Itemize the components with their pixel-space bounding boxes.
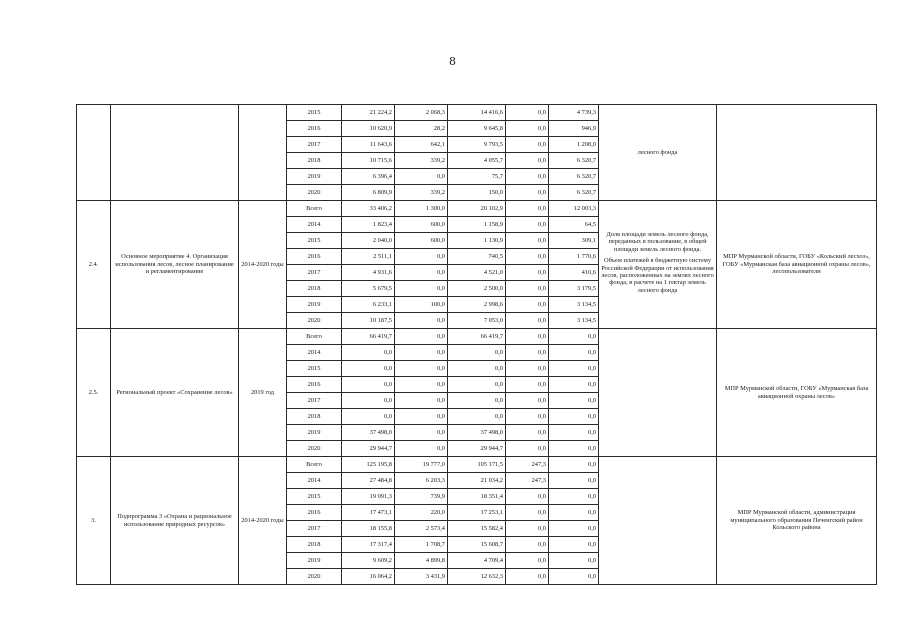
year-cell: 2016 bbox=[287, 505, 342, 521]
federal-budget-cell: 0,0 bbox=[395, 409, 448, 425]
total-cell: 1 823,4 bbox=[342, 217, 395, 233]
total-cell: 125 195,8 bbox=[342, 457, 395, 473]
total-cell: 66 419,7 bbox=[342, 329, 395, 345]
federal-budget-cell: 339,2 bbox=[395, 153, 448, 169]
table-row bbox=[77, 201, 877, 217]
indicator-cell bbox=[599, 201, 717, 329]
regional-budget-cell: 0,0 bbox=[448, 361, 506, 377]
regional-budget-cell: 1 130,9 bbox=[448, 233, 506, 249]
regional-budget-cell: 15 608,7 bbox=[448, 537, 506, 553]
regional-budget-cell: 2 998,6 bbox=[448, 297, 506, 313]
year-cell: 2016 bbox=[287, 121, 342, 137]
year-cell: 2018 bbox=[287, 409, 342, 425]
municipal-budget-cell: 0,0 bbox=[506, 377, 549, 393]
federal-budget-cell: 600,0 bbox=[395, 233, 448, 249]
municipal-budget-cell: 0,0 bbox=[506, 217, 549, 233]
total-cell: 10 620,9 bbox=[342, 121, 395, 137]
other-sources-cell: 0,0 bbox=[549, 345, 599, 361]
other-sources-cell: 3 134,5 bbox=[549, 313, 599, 329]
federal-budget-cell: 0,0 bbox=[395, 441, 448, 457]
total-cell: 11 643,6 bbox=[342, 137, 395, 153]
activity-name-cell: Основное мероприятие 4. Организация использования лесов, лесное планирование и регламентирование bbox=[111, 201, 239, 329]
municipal-budget-cell: 0,0 bbox=[506, 169, 549, 185]
other-sources-cell: 946,9 bbox=[549, 121, 599, 137]
year-cell: 2017 bbox=[287, 521, 342, 537]
regional-budget-cell: 12 632,3 bbox=[448, 569, 506, 585]
other-sources-cell: 0,0 bbox=[549, 377, 599, 393]
total-cell: 9 609,2 bbox=[342, 553, 395, 569]
regional-budget-cell: 15 582,4 bbox=[448, 521, 506, 537]
total-cell: 0,0 bbox=[342, 361, 395, 377]
federal-budget-cell: 0,0 bbox=[395, 281, 448, 297]
other-sources-cell: 0,0 bbox=[549, 553, 599, 569]
total-cell: 17 473,1 bbox=[342, 505, 395, 521]
other-sources-cell: 309,1 bbox=[549, 233, 599, 249]
other-sources-cell: 6 320,7 bbox=[549, 153, 599, 169]
municipal-budget-cell: 0,0 bbox=[506, 249, 549, 265]
federal-budget-cell: 339,2 bbox=[395, 185, 448, 201]
regional-budget-cell: 75,7 bbox=[448, 169, 506, 185]
federal-budget-cell: 0,0 bbox=[395, 329, 448, 345]
year-cell: 2018 bbox=[287, 537, 342, 553]
executors-cell: МПР Мурманской области, ГОБУ «Мурманская база авиационной охраны лесов» bbox=[717, 329, 877, 457]
municipal-budget-cell: 0,0 bbox=[506, 361, 549, 377]
year-cell: 2019 bbox=[287, 553, 342, 569]
other-sources-cell: 0,0 bbox=[549, 329, 599, 345]
total-cell: 6 396,4 bbox=[342, 169, 395, 185]
total-cell: 27 484,8 bbox=[342, 473, 395, 489]
regional-budget-cell: 20 102,9 bbox=[448, 201, 506, 217]
other-sources-cell: 3 134,5 bbox=[549, 297, 599, 313]
index-cell: 3. bbox=[77, 457, 111, 585]
regional-budget-cell: 9 793,5 bbox=[448, 137, 506, 153]
other-sources-cell: 4 739,3 bbox=[549, 105, 599, 121]
table-row bbox=[77, 457, 877, 473]
year-cell: 2017 bbox=[287, 393, 342, 409]
regional-budget-cell: 0,0 bbox=[448, 409, 506, 425]
municipal-budget-cell: 247,3 bbox=[506, 457, 549, 473]
federal-budget-cell: 19 777,0 bbox=[395, 457, 448, 473]
federal-budget-cell: 3 431,9 bbox=[395, 569, 448, 585]
other-sources-cell: 0,0 bbox=[549, 409, 599, 425]
other-sources-cell: 0,0 bbox=[549, 393, 599, 409]
indicator-cell: лесного фонда bbox=[599, 105, 717, 201]
other-sources-cell: 1 208,0 bbox=[549, 137, 599, 153]
federal-budget-cell: 600,0 bbox=[395, 217, 448, 233]
regional-budget-cell: 4 709,4 bbox=[448, 553, 506, 569]
total-cell: 6 233,1 bbox=[342, 297, 395, 313]
page-number: 8 bbox=[449, 55, 456, 68]
year-cell: 2020 bbox=[287, 569, 342, 585]
total-cell: 10 187,5 bbox=[342, 313, 395, 329]
municipal-budget-cell: 0,0 bbox=[506, 345, 549, 361]
regional-budget-cell: 37 498,0 bbox=[448, 425, 506, 441]
federal-budget-cell: 1 300,0 bbox=[395, 201, 448, 217]
federal-budget-cell: 0,0 bbox=[395, 425, 448, 441]
municipal-budget-cell: 0,0 bbox=[506, 393, 549, 409]
total-cell: 2 511,1 bbox=[342, 249, 395, 265]
year-cell: 2019 bbox=[287, 425, 342, 441]
municipal-budget-cell: 0,0 bbox=[506, 409, 549, 425]
regional-budget-cell: 9 645,8 bbox=[448, 121, 506, 137]
total-cell: 17 317,4 bbox=[342, 537, 395, 553]
year-cell: 2017 bbox=[287, 265, 342, 281]
regional-budget-cell: 66 419,7 bbox=[448, 329, 506, 345]
other-sources-cell: 0,0 bbox=[549, 569, 599, 585]
federal-budget-cell: 0,0 bbox=[395, 313, 448, 329]
period-cell: 2014-2020 годы bbox=[239, 201, 287, 329]
municipal-budget-cell: 0,0 bbox=[506, 185, 549, 201]
total-cell: 2 040,0 bbox=[342, 233, 395, 249]
federal-budget-cell: 739,9 bbox=[395, 489, 448, 505]
federal-budget-cell: 1 708,7 bbox=[395, 537, 448, 553]
regional-budget-cell: 21 034,2 bbox=[448, 473, 506, 489]
year-cell: 2017 bbox=[287, 137, 342, 153]
municipal-budget-cell: 0,0 bbox=[506, 137, 549, 153]
total-cell: 6 809,9 bbox=[342, 185, 395, 201]
year-cell: 2015 bbox=[287, 361, 342, 377]
municipal-budget-cell: 0,0 bbox=[506, 265, 549, 281]
total-cell: 0,0 bbox=[342, 409, 395, 425]
year-cell: 2020 bbox=[287, 441, 342, 457]
municipal-budget-cell: 0,0 bbox=[506, 313, 549, 329]
year-cell: 2015 bbox=[287, 489, 342, 505]
total-cell: 21 224,2 bbox=[342, 105, 395, 121]
municipal-budget-cell: 0,0 bbox=[506, 233, 549, 249]
executors-cell: МПР Мурманской области, ГОБУ «Кольский лесхоз», ГОБУ «Мурманская база авиационной охраны лесов», лесопользователи bbox=[717, 201, 877, 329]
executors-cell bbox=[717, 105, 877, 201]
indicator-text: Объем платежей в бюджетную систему Российской Федерации от использования лесов, расположенных на землях лесного фонда, в расчете на 1 гектар земель лесного фонда bbox=[601, 257, 714, 294]
total-cell: 16 064,2 bbox=[342, 569, 395, 585]
activity-name-cell: Региональный проект «Сохранение лесов» bbox=[111, 329, 239, 457]
regional-budget-cell: 0,0 bbox=[448, 393, 506, 409]
municipal-budget-cell: 0,0 bbox=[506, 121, 549, 137]
federal-budget-cell: 4 899,8 bbox=[395, 553, 448, 569]
municipal-budget-cell: 0,0 bbox=[506, 441, 549, 457]
other-sources-cell: 6 320,7 bbox=[549, 185, 599, 201]
federal-budget-cell: 2 573,4 bbox=[395, 521, 448, 537]
federal-budget-cell: 100,0 bbox=[395, 297, 448, 313]
year-cell: 2019 bbox=[287, 297, 342, 313]
activity-name-cell: Подпрограмма 3 «Охрана и рациональное использование природных ресурсов» bbox=[111, 457, 239, 585]
other-sources-cell: 64,5 bbox=[549, 217, 599, 233]
municipal-budget-cell: 247,3 bbox=[506, 473, 549, 489]
municipal-budget-cell: 0,0 bbox=[506, 329, 549, 345]
regional-budget-cell: 1 158,9 bbox=[448, 217, 506, 233]
total-cell: 4 931,6 bbox=[342, 265, 395, 281]
period-cell: 2014-2020 годы bbox=[239, 457, 287, 585]
year-cell: 2015 bbox=[287, 233, 342, 249]
total-cell: 29 944,7 bbox=[342, 441, 395, 457]
program-funding-table bbox=[76, 104, 877, 585]
total-cell: 0,0 bbox=[342, 377, 395, 393]
municipal-budget-cell: 0,0 bbox=[506, 569, 549, 585]
municipal-budget-cell: 0,0 bbox=[506, 489, 549, 505]
total-cell: 19 091,3 bbox=[342, 489, 395, 505]
total-cell: 18 155,8 bbox=[342, 521, 395, 537]
federal-budget-cell: 0,0 bbox=[395, 345, 448, 361]
total-cell: 5 679,5 bbox=[342, 281, 395, 297]
year-cell: 2018 bbox=[287, 281, 342, 297]
total-cell: 0,0 bbox=[342, 393, 395, 409]
regional-budget-cell: 105 171,5 bbox=[448, 457, 506, 473]
other-sources-cell: 12 003,3 bbox=[549, 201, 599, 217]
other-sources-cell: 0,0 bbox=[549, 441, 599, 457]
regional-budget-cell: 29 944,7 bbox=[448, 441, 506, 457]
total-cell: 10 715,6 bbox=[342, 153, 395, 169]
federal-budget-cell: 642,1 bbox=[395, 137, 448, 153]
federal-budget-cell: 0,0 bbox=[395, 377, 448, 393]
other-sources-cell: 6 320,7 bbox=[549, 169, 599, 185]
year-cell: 2014 bbox=[287, 473, 342, 489]
year-cell: 2014 bbox=[287, 217, 342, 233]
year-cell: 2016 bbox=[287, 377, 342, 393]
year-cell: 2020 bbox=[287, 313, 342, 329]
year-cell: 2019 bbox=[287, 169, 342, 185]
year-cell: 2014 bbox=[287, 345, 342, 361]
other-sources-cell: 0,0 bbox=[549, 457, 599, 473]
municipal-budget-cell: 0,0 bbox=[506, 505, 549, 521]
regional-budget-cell: 17 253,1 bbox=[448, 505, 506, 521]
year-cell: Всего bbox=[287, 329, 342, 345]
year-cell: 2018 bbox=[287, 153, 342, 169]
other-sources-cell: 0,0 bbox=[549, 425, 599, 441]
index-cell: 2.5. bbox=[77, 329, 111, 457]
total-cell: 37 498,0 bbox=[342, 425, 395, 441]
federal-budget-cell: 0,0 bbox=[395, 265, 448, 281]
other-sources-cell: 0,0 bbox=[549, 505, 599, 521]
indicator-text: Доля площади земель лесного фонда, переданных в пользование, в общей площади земель лесного фонда. bbox=[606, 231, 709, 253]
total-cell: 0,0 bbox=[342, 345, 395, 361]
index-cell bbox=[77, 105, 111, 201]
municipal-budget-cell: 0,0 bbox=[506, 537, 549, 553]
regional-budget-cell: 0,0 bbox=[448, 377, 506, 393]
municipal-budget-cell: 0,0 bbox=[506, 153, 549, 169]
year-cell: 2015 bbox=[287, 105, 342, 121]
other-sources-cell: 3 179,5 bbox=[549, 281, 599, 297]
executors-cell: МПР Мурманской области, администрация муниципального образования Печенгский район Кольского района bbox=[717, 457, 877, 585]
federal-budget-cell: 0,0 bbox=[395, 361, 448, 377]
municipal-budget-cell: 0,0 bbox=[506, 281, 549, 297]
year-cell: 2016 bbox=[287, 249, 342, 265]
regional-budget-cell: 2 500,0 bbox=[448, 281, 506, 297]
period-cell bbox=[239, 105, 287, 201]
index-cell: 2.4. bbox=[77, 201, 111, 329]
regional-budget-cell: 4 521,0 bbox=[448, 265, 506, 281]
year-cell: Всего bbox=[287, 457, 342, 473]
year-cell: Всего bbox=[287, 201, 342, 217]
other-sources-cell: 0,0 bbox=[549, 473, 599, 489]
regional-budget-cell: 4 055,7 bbox=[448, 153, 506, 169]
municipal-budget-cell: 0,0 bbox=[506, 297, 549, 313]
municipal-budget-cell: 0,0 bbox=[506, 105, 549, 121]
regional-budget-cell: 0,0 bbox=[448, 345, 506, 361]
municipal-budget-cell: 0,0 bbox=[506, 521, 549, 537]
activity-name-cell bbox=[111, 105, 239, 201]
other-sources-cell: 0,0 bbox=[549, 537, 599, 553]
indicator-cell bbox=[599, 329, 717, 457]
federal-budget-cell: 6 203,3 bbox=[395, 473, 448, 489]
federal-budget-cell: 2 068,3 bbox=[395, 105, 448, 121]
municipal-budget-cell: 0,0 bbox=[506, 425, 549, 441]
federal-budget-cell: 28,2 bbox=[395, 121, 448, 137]
municipal-budget-cell: 0,0 bbox=[506, 201, 549, 217]
regional-budget-cell: 740,5 bbox=[448, 249, 506, 265]
regional-budget-cell: 7 053,0 bbox=[448, 313, 506, 329]
federal-budget-cell: 0,0 bbox=[395, 249, 448, 265]
other-sources-cell: 0,0 bbox=[549, 361, 599, 377]
regional-budget-cell: 14 416,6 bbox=[448, 105, 506, 121]
table-row bbox=[77, 329, 877, 345]
federal-budget-cell: 220,0 bbox=[395, 505, 448, 521]
table-body bbox=[77, 105, 877, 585]
federal-budget-cell: 0,0 bbox=[395, 169, 448, 185]
other-sources-cell: 0,0 bbox=[549, 521, 599, 537]
other-sources-cell: 410,6 bbox=[549, 265, 599, 281]
municipal-budget-cell: 0,0 bbox=[506, 553, 549, 569]
regional-budget-cell: 18 351,4 bbox=[448, 489, 506, 505]
regional-budget-cell: 150,0 bbox=[448, 185, 506, 201]
total-cell: 33 406,2 bbox=[342, 201, 395, 217]
indicator-cell bbox=[599, 457, 717, 585]
federal-budget-cell: 0,0 bbox=[395, 393, 448, 409]
year-cell: 2020 bbox=[287, 185, 342, 201]
other-sources-cell: 1 770,6 bbox=[549, 249, 599, 265]
other-sources-cell: 0,0 bbox=[549, 489, 599, 505]
period-cell: 2019 год bbox=[239, 329, 287, 457]
table-row bbox=[77, 105, 877, 121]
